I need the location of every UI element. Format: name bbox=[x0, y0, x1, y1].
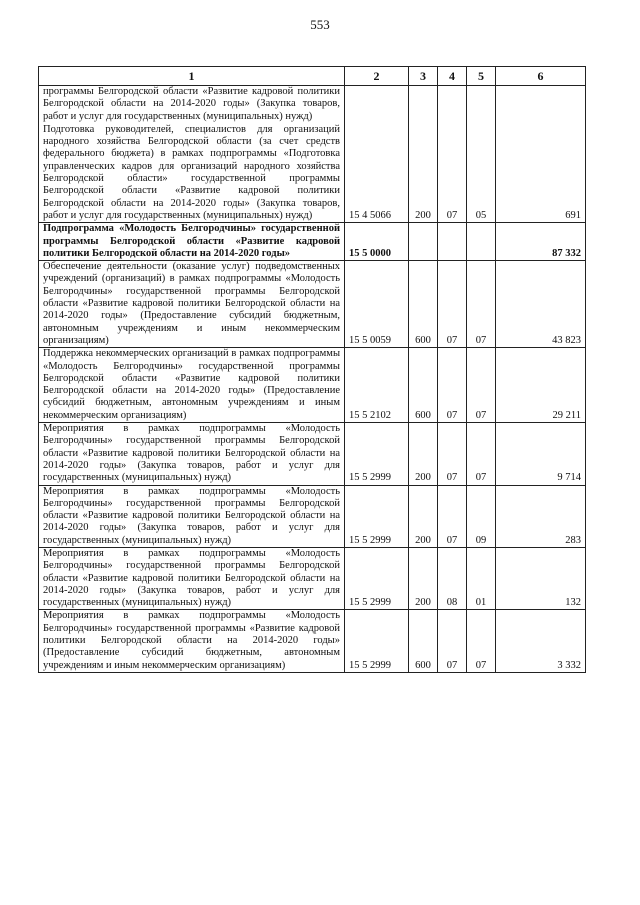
description-paragraph: программы Белгородской области «Развитие кадровой политики Белгородской области на 2014-2020 годы» (Закупка товаров, работ и услуг для государственных (муниципальных) нужд) bbox=[43, 86, 340, 122]
description-paragraph: Мероприятия в рамках подпрограммы «Молодость Белгородчины» государственной программы Белгородской области «Развитие кадровой политики Белгородской области на 2014-2020 годы» (Закупка товаров, работ и услуг для государственных (муниципальных) нужд) bbox=[43, 547, 340, 609]
row-description bbox=[39, 547, 345, 609]
target-article-code: 15 5 2999 bbox=[345, 547, 409, 609]
expense-type-code: 200 bbox=[409, 423, 438, 485]
table-header-row bbox=[39, 67, 586, 86]
target-article-code: 15 5 2999 bbox=[345, 423, 409, 485]
column-header: 1 bbox=[39, 67, 345, 86]
expense-type-code: 200 bbox=[409, 547, 438, 609]
table-row bbox=[39, 348, 586, 423]
section-code: 07 bbox=[438, 610, 467, 672]
target-article-code: 15 5 2102 bbox=[345, 348, 409, 423]
description-paragraph: Обеспечение деятельности (оказание услуг) подведомственных учреждений (организаций) в рамках подпрограммы «Молодость Белгородчины» государственной программы Белгородской области «Развитие кадровой политики Белгородской области на 2014-2020 годы» (Предоставление субсидий бюджетным, автономным учреждениям и иным некоммерческим организациям) bbox=[43, 261, 340, 346]
column-header: 6 bbox=[496, 67, 586, 86]
table-row bbox=[39, 86, 586, 223]
row-description bbox=[39, 485, 345, 547]
budget-table bbox=[38, 66, 586, 673]
table-row bbox=[39, 485, 586, 547]
section-code: 07 bbox=[438, 261, 467, 348]
amount: 9 714 bbox=[496, 423, 586, 485]
expense-type-code: 200 bbox=[409, 485, 438, 547]
subsection-code: 07 bbox=[467, 261, 496, 348]
row-description bbox=[39, 348, 345, 423]
section-code: 07 bbox=[438, 423, 467, 485]
subsection-code: 07 bbox=[467, 610, 496, 672]
expense-type-code: 200 bbox=[409, 86, 438, 223]
target-article-code: 15 4 5066 bbox=[345, 86, 409, 223]
row-description bbox=[39, 86, 345, 223]
row-description bbox=[39, 610, 345, 672]
description-paragraph: Подготовка руководителей, специалистов для организаций народного хозяйства Белгородской области (за счет средств федерального бюджета) в рамках подпрограммы «Подготовка управленческих кадров для организаций народного хозяйства Белгородской области» государственной программы Белгородской области «Развитие кадровой политики Белгородской области на 2014-2020 годы» (Закупка товаров, работ и услуг для государственных (муниципальных) нужд) bbox=[43, 123, 340, 221]
column-header: 3 bbox=[409, 67, 438, 86]
subsection-code bbox=[467, 223, 496, 261]
expense-type-code: 600 bbox=[409, 261, 438, 348]
amount: 3 332 bbox=[496, 610, 586, 672]
table-row bbox=[39, 423, 586, 485]
amount: 43 823 bbox=[496, 261, 586, 348]
expense-type-code: 600 bbox=[409, 610, 438, 672]
description-paragraph: Мероприятия в рамках подпрограммы «Молодость Белгородчины» государственной программы «Развитие кадровой политики Белгородской области на 2014-2020 годы» (Предоставление субсидий бюджетным, автономным учреждениям и иным некоммерческим организациям) bbox=[43, 610, 340, 671]
subsection-code: 09 bbox=[467, 485, 496, 547]
description-paragraph: Мероприятия в рамках подпрограммы «Молодость Белгородчины» государственной программы Белгородской области «Развитие кадровой политики Белгородской области на 2014-2020 годы» (Закупка товаров, работ и услуг для государственных (муниципальных) нужд) bbox=[43, 485, 340, 546]
table-row-subprogram bbox=[39, 223, 586, 261]
section-code bbox=[438, 223, 467, 261]
row-description bbox=[39, 261, 345, 348]
amount: 132 bbox=[496, 547, 586, 609]
section-code: 07 bbox=[438, 485, 467, 547]
amount: 87 332 bbox=[496, 223, 586, 261]
row-description bbox=[39, 223, 345, 261]
column-header: 2 bbox=[345, 67, 409, 86]
section-code: 07 bbox=[438, 86, 467, 223]
amount: 691 bbox=[496, 86, 586, 223]
target-article-code: 15 5 2999 bbox=[345, 485, 409, 547]
target-article-code: 15 5 0000 bbox=[345, 223, 409, 261]
subsection-code: 01 bbox=[467, 547, 496, 609]
description-paragraph: Мероприятия в рамках подпрограммы «Молодость Белгородчины» государственной программы Белгородской области «Развитие кадровой политики Белгородской области на 2014-2020 годы» (Закупка товаров, работ и услуг для государственных (муниципальных) нужд) bbox=[43, 423, 340, 484]
table-row bbox=[39, 547, 586, 609]
subsection-code: 07 bbox=[467, 423, 496, 485]
column-header: 4 bbox=[438, 67, 467, 86]
section-code: 08 bbox=[438, 547, 467, 609]
expense-type-code: 600 bbox=[409, 348, 438, 423]
amount: 29 211 bbox=[496, 348, 586, 423]
column-header: 5 bbox=[467, 67, 496, 86]
subsection-code: 05 bbox=[467, 86, 496, 223]
description-paragraph: Поддержка некоммерческих организаций в рамках подпрограммы «Молодость Белгородчины» государственной программы Белгородской области «Развитие кадровой политики Белгородской области на 2014-2020 годы» (Предоставление субсидий бюджетным, автономным учреждениям и иным некоммерческим организациям) bbox=[43, 348, 340, 421]
description-paragraph: Подпрограмма «Молодость Белгородчины» государственной программы Белгородской области «Развитие кадровой политики Белгородской области на 2014-2020 годы» bbox=[43, 223, 340, 259]
target-article-code: 15 5 2999 bbox=[345, 610, 409, 672]
table-row bbox=[39, 261, 586, 348]
page-number: 553 bbox=[310, 17, 330, 32]
subsection-code: 07 bbox=[467, 348, 496, 423]
section-code: 07 bbox=[438, 348, 467, 423]
expense-type-code bbox=[409, 223, 438, 261]
target-article-code: 15 5 0059 bbox=[345, 261, 409, 348]
row-description bbox=[39, 423, 345, 485]
amount: 283 bbox=[496, 485, 586, 547]
table-row bbox=[39, 610, 586, 672]
